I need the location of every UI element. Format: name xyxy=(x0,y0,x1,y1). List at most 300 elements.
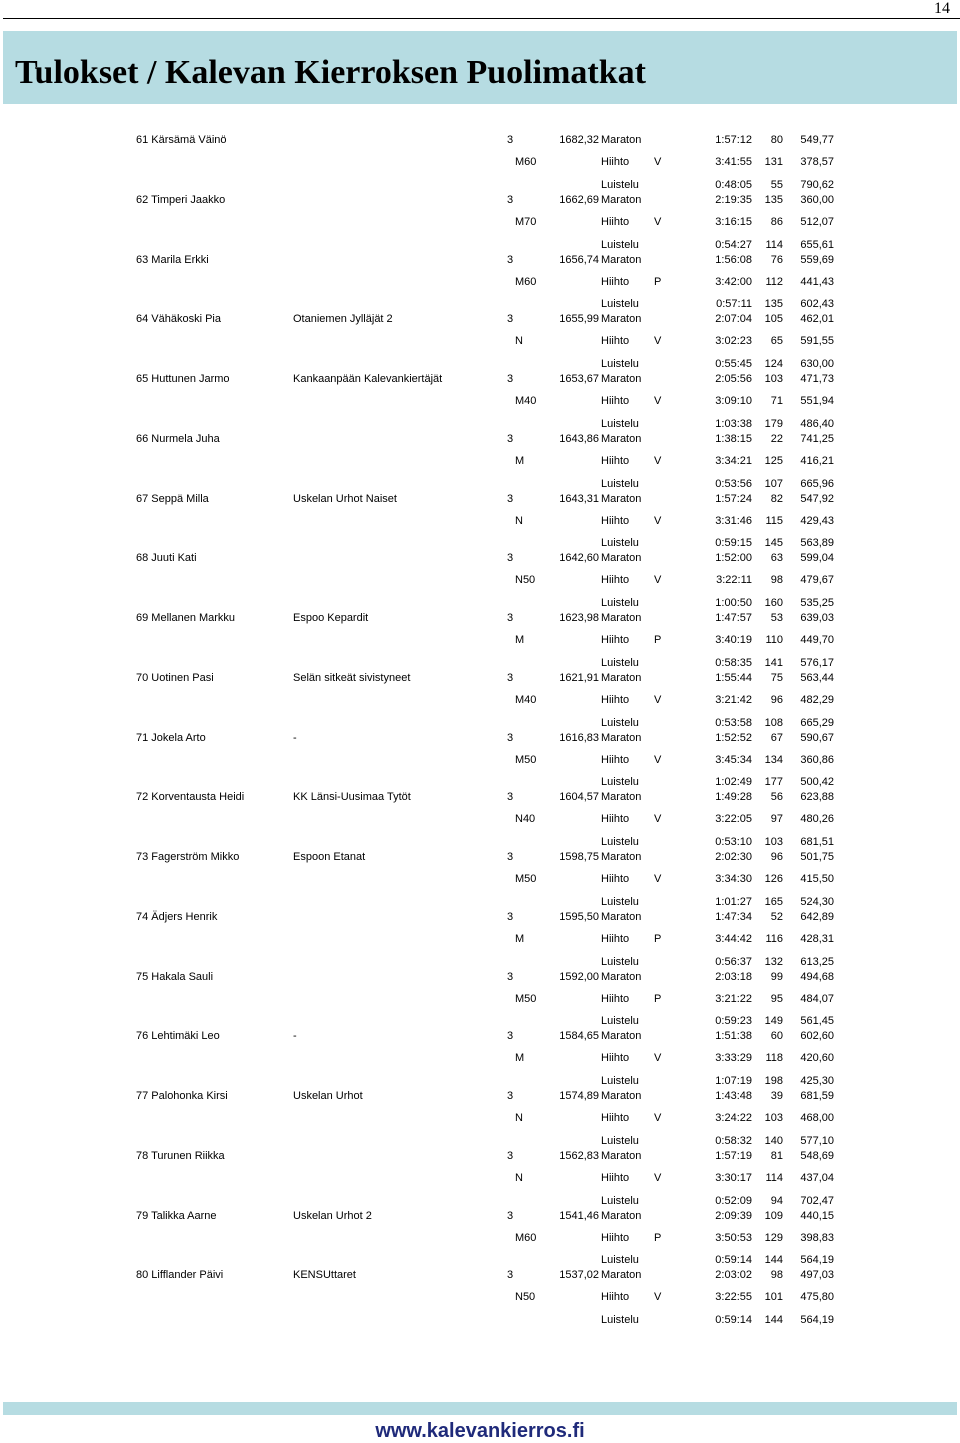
result-ski-line xyxy=(0,1111,960,1125)
ski-place: 114 xyxy=(765,1171,783,1184)
ski-time: 3:21:42 xyxy=(715,693,752,706)
total-points: 1598,75 xyxy=(559,851,599,863)
laps-count: 3 xyxy=(507,492,514,505)
skate-time: 1:02:49 xyxy=(715,776,752,789)
marathon-place: 98 xyxy=(770,1269,783,1282)
laps-count: 3 xyxy=(507,313,514,326)
age-class: M xyxy=(515,634,525,646)
result-skate-line xyxy=(0,596,960,610)
discipline-label: Luistelu xyxy=(601,656,639,669)
skate-time: 1:00:50 xyxy=(715,597,752,609)
age-class: M40 xyxy=(515,693,537,706)
skate-time: 1:03:38 xyxy=(715,417,752,430)
laps-count: 3 xyxy=(507,1030,514,1043)
footer-url: www.kalevankierros.fi xyxy=(375,1420,585,1442)
total-points: 1584,65 xyxy=(559,1030,599,1043)
age-class: N xyxy=(515,335,523,348)
ski-place: 115 xyxy=(765,514,783,527)
marathon-time: 2:07:04 xyxy=(715,313,752,326)
marathon-score: 494,68 xyxy=(800,970,834,983)
total-points: 1643,31 xyxy=(559,492,599,505)
result-ski-line xyxy=(0,215,960,229)
marathon-score: 462,01 xyxy=(800,313,834,326)
discipline-label: Luistelu xyxy=(601,178,639,191)
result-row xyxy=(0,372,960,386)
result-row xyxy=(0,1029,960,1043)
laps-count: 3 xyxy=(507,910,514,923)
skate-score: 425,30 xyxy=(800,1075,834,1087)
skate-score: 613,25 xyxy=(800,955,834,968)
marathon-place: 60 xyxy=(770,1030,783,1043)
marathon-place: 75 xyxy=(770,671,783,684)
competitor-name: 67 Seppä Milla xyxy=(136,492,209,505)
skate-place: 149 xyxy=(764,1015,783,1028)
club-name: Uskelan Urhot Naiset xyxy=(293,492,397,505)
age-class: N xyxy=(515,514,523,527)
skate-score: 563,89 xyxy=(800,537,834,550)
skate-score: 602,43 xyxy=(800,298,834,311)
total-points: 1592,00 xyxy=(559,970,599,983)
ski-style: V xyxy=(654,574,662,587)
ski-place: 125 xyxy=(764,454,783,467)
skate-place: 103 xyxy=(764,836,783,848)
skate-score: 630,00 xyxy=(800,358,834,370)
total-points: 1653,67 xyxy=(559,373,599,385)
skate-time: 0:58:35 xyxy=(715,656,752,669)
discipline-label: Hiihto xyxy=(601,753,630,766)
age-class: M60 xyxy=(515,156,537,168)
result-skate-line xyxy=(0,417,960,431)
total-points: 1604,57 xyxy=(559,791,599,804)
ski-score: 468,00 xyxy=(800,1112,834,1124)
result-row xyxy=(0,910,960,924)
skate-time: 0:55:45 xyxy=(715,358,752,370)
marathon-time: 1:57:24 xyxy=(715,492,752,505)
result-row xyxy=(0,790,960,804)
skate-score: 564,19 xyxy=(800,1314,834,1326)
skate-time: 1:07:19 xyxy=(715,1075,752,1087)
result-skate-line xyxy=(0,1313,960,1327)
ski-style: V xyxy=(654,1112,662,1124)
marathon-place: 76 xyxy=(770,253,783,266)
club-name: - xyxy=(293,1030,297,1043)
result-skate-line xyxy=(0,1074,960,1088)
age-class: N xyxy=(515,1112,523,1124)
marathon-time: 2:05:56 xyxy=(715,373,752,385)
discipline-label: Luistelu xyxy=(601,417,639,430)
discipline-label: Maraton xyxy=(601,970,642,983)
laps-count: 3 xyxy=(507,791,514,804)
competitor-name: 76 Lehtimäki Leo xyxy=(136,1030,220,1043)
marathon-place: 109 xyxy=(764,1209,783,1222)
marathon-place: 22 xyxy=(770,432,783,445)
marathon-score: 548,69 xyxy=(800,1149,834,1162)
ski-score: 415,50 xyxy=(800,873,834,885)
total-points: 1541,46 xyxy=(559,1209,599,1222)
marathon-time: 1:57:19 xyxy=(715,1149,752,1162)
marathon-score: 642,89 xyxy=(800,910,834,923)
discipline-label: Maraton xyxy=(601,731,642,744)
ski-place: 96 xyxy=(770,693,783,706)
marathon-place: 135 xyxy=(764,193,783,206)
ski-time: 3:50:53 xyxy=(715,1231,752,1244)
discipline-label: Hiihto xyxy=(601,395,630,407)
skate-place: 124 xyxy=(764,358,783,370)
discipline-label: Hiihto xyxy=(601,1231,630,1244)
competitor-name: 78 Turunen Riikka xyxy=(136,1149,225,1162)
marathon-time: 1:52:52 xyxy=(715,731,752,744)
ski-time: 3:34:30 xyxy=(715,873,752,885)
marathon-score: 549,77 xyxy=(800,134,834,146)
result-skate-line xyxy=(0,357,960,371)
competitor-name: 72 Korventausta Heidi xyxy=(136,791,245,804)
discipline-label: Hiihto xyxy=(601,634,630,646)
result-row xyxy=(0,671,960,685)
ski-time: 3:34:21 xyxy=(715,454,752,467)
discipline-label: Luistelu xyxy=(601,716,639,729)
club-name: Espoo Kepardit xyxy=(293,612,369,624)
marathon-score: 639,03 xyxy=(800,612,834,624)
ski-style: V xyxy=(654,693,662,706)
discipline-label: Maraton xyxy=(601,1090,642,1102)
competitor-name: 80 Lifflander Päivi xyxy=(136,1269,224,1282)
ski-style: V xyxy=(654,813,662,826)
marathon-place: 96 xyxy=(770,851,783,863)
skate-time: 0:59:23 xyxy=(715,1015,752,1028)
discipline-label: Luistelu xyxy=(601,477,639,490)
result-row xyxy=(0,1149,960,1163)
result-row xyxy=(0,432,960,446)
ski-style: V xyxy=(654,215,662,228)
marathon-time: 2:19:35 xyxy=(715,193,752,206)
ski-time: 3:16:15 xyxy=(715,215,752,228)
discipline-label: Maraton xyxy=(601,910,642,923)
club-name: Kankaanpään Kalevankiertäjät xyxy=(293,373,443,385)
skate-place: 141 xyxy=(764,656,783,669)
ski-score: 479,67 xyxy=(800,574,834,587)
total-points: 1656,74 xyxy=(559,253,599,266)
laps-count: 3 xyxy=(507,851,514,863)
club-name: Otaniemen Jylläjät 2 xyxy=(293,313,393,326)
footer-band xyxy=(3,1402,957,1415)
skate-score: 576,17 xyxy=(800,656,834,669)
ski-style: V xyxy=(654,873,662,885)
ski-place: 131 xyxy=(764,156,783,168)
age-class: M xyxy=(515,932,525,945)
result-row xyxy=(0,1209,960,1223)
result-skate-line xyxy=(0,238,960,252)
competitor-name: 68 Juuti Kati xyxy=(136,552,197,565)
skate-time: 0:59:14 xyxy=(715,1254,752,1267)
marathon-time: 2:02:30 xyxy=(715,851,752,863)
competitor-name: 75 Hakala Sauli xyxy=(136,970,214,983)
skate-time: 0:48:05 xyxy=(715,178,752,191)
skate-place: 107 xyxy=(764,477,783,490)
discipline-label: Luistelu xyxy=(601,955,639,968)
marathon-place: 39 xyxy=(770,1090,783,1102)
discipline-label: Luistelu xyxy=(601,238,639,251)
ski-place: 110 xyxy=(765,634,783,646)
discipline-label: Hiihto xyxy=(601,1171,630,1184)
skate-time: 0:53:10 xyxy=(715,836,752,848)
ski-style: V xyxy=(654,1291,662,1304)
ski-time: 3:02:23 xyxy=(715,335,752,348)
laps-count: 3 xyxy=(507,612,514,624)
laps-count: 3 xyxy=(507,1209,514,1222)
result-skate-line xyxy=(0,536,960,550)
discipline-label: Hiihto xyxy=(601,335,630,348)
ski-score: 484,07 xyxy=(800,992,834,1005)
total-points: 1642,60 xyxy=(559,552,599,565)
ski-score: 437,04 xyxy=(800,1171,834,1184)
skate-place: 145 xyxy=(764,537,783,550)
discipline-label: Maraton xyxy=(601,552,642,565)
discipline-label: Luistelu xyxy=(601,1194,639,1207)
laps-count: 3 xyxy=(507,1269,514,1282)
discipline-label: Hiihto xyxy=(601,1112,630,1124)
ski-style: P xyxy=(654,1231,662,1244)
age-class: M xyxy=(515,454,525,467)
discipline-label: Luistelu xyxy=(601,1254,639,1267)
discipline-label: Luistelu xyxy=(601,836,639,848)
total-points: 1537,02 xyxy=(559,1269,599,1282)
total-points: 1574,89 xyxy=(559,1090,599,1102)
age-class: M xyxy=(515,1052,525,1065)
ski-place: 71 xyxy=(770,395,783,407)
laps-count: 3 xyxy=(507,432,514,445)
result-row xyxy=(0,970,960,984)
ski-score: 398,83 xyxy=(800,1231,834,1244)
age-class: M70 xyxy=(515,215,537,228)
laps-count: 3 xyxy=(507,552,514,565)
ski-place: 95 xyxy=(770,992,783,1005)
discipline-label: Maraton xyxy=(601,851,642,863)
skate-time: 0:53:58 xyxy=(715,716,752,729)
result-ski-line xyxy=(0,394,960,408)
discipline-label: Hiihto xyxy=(601,813,630,826)
ski-time: 3:33:29 xyxy=(715,1052,752,1065)
total-points: 1662,69 xyxy=(559,193,599,206)
result-ski-line xyxy=(0,573,960,587)
age-class: M60 xyxy=(515,1231,537,1244)
result-ski-line xyxy=(0,812,960,826)
marathon-time: 1:38:15 xyxy=(715,432,752,445)
competitor-name: 74 Ädjers Henrik xyxy=(136,910,218,923)
discipline-label: Hiihto xyxy=(601,873,630,885)
ski-score: 428,31 xyxy=(800,932,834,945)
ski-score: 378,57 xyxy=(800,156,834,168)
ski-score: 429,43 xyxy=(800,514,834,527)
result-ski-line xyxy=(0,1171,960,1185)
result-row xyxy=(0,492,960,506)
marathon-time: 1:47:57 xyxy=(715,612,752,624)
marathon-time: 2:03:02 xyxy=(715,1269,752,1282)
ski-time: 3:09:10 xyxy=(715,395,752,407)
age-class: M50 xyxy=(515,753,537,766)
ski-score: 360,86 xyxy=(800,753,834,766)
result-row xyxy=(0,253,960,267)
club-name: KENSUttaret xyxy=(293,1269,356,1282)
skate-place: 55 xyxy=(770,178,783,191)
ski-score: 420,60 xyxy=(800,1052,834,1065)
result-skate-line xyxy=(0,895,960,909)
discipline-label: Hiihto xyxy=(601,574,630,587)
skate-time: 0:53:56 xyxy=(715,477,752,490)
result-skate-line xyxy=(0,297,960,311)
skate-place: 94 xyxy=(770,1194,783,1207)
ski-time: 3:24:22 xyxy=(715,1112,752,1124)
discipline-label: Maraton xyxy=(601,1209,642,1222)
skate-score: 665,96 xyxy=(800,477,834,490)
marathon-score: 741,25 xyxy=(800,432,834,445)
laps-count: 3 xyxy=(507,671,514,684)
skate-score: 702,47 xyxy=(800,1194,834,1207)
ski-place: 129 xyxy=(764,1231,783,1244)
ski-place: 126 xyxy=(764,873,783,885)
marathon-score: 602,60 xyxy=(800,1030,834,1043)
result-ski-line xyxy=(0,1290,960,1304)
discipline-label: Hiihto xyxy=(601,454,630,467)
result-skate-line xyxy=(0,835,960,849)
ski-style: V xyxy=(654,753,662,766)
discipline-label: Luistelu xyxy=(601,1314,639,1326)
discipline-label: Hiihto xyxy=(601,932,630,945)
ski-place: 118 xyxy=(765,1052,783,1065)
marathon-score: 501,75 xyxy=(800,851,834,863)
laps-count: 3 xyxy=(507,373,514,385)
ski-style: V xyxy=(654,395,662,407)
competitor-name: 79 Talikka Aarne xyxy=(136,1209,217,1222)
discipline-label: Luistelu xyxy=(601,597,639,609)
result-row xyxy=(0,850,960,864)
marathon-place: 105 xyxy=(764,313,783,326)
marathon-time: 1:57:12 xyxy=(715,134,752,146)
result-skate-line xyxy=(0,1194,960,1208)
marathon-score: 681,59 xyxy=(800,1090,834,1102)
total-points: 1562,83 xyxy=(559,1149,599,1162)
result-skate-line xyxy=(0,1134,960,1148)
ski-place: 103 xyxy=(764,1112,783,1124)
marathon-place: 53 xyxy=(770,612,783,624)
competitor-name: 70 Uotinen Pasi xyxy=(136,671,214,684)
marathon-time: 1:49:28 xyxy=(715,791,752,804)
skate-time: 0:54:27 xyxy=(715,238,752,251)
ski-time: 3:45:34 xyxy=(715,753,752,766)
discipline-label: Maraton xyxy=(601,373,642,385)
marathon-score: 360,00 xyxy=(800,193,834,206)
ski-score: 482,29 xyxy=(800,693,834,706)
ski-score: 591,55 xyxy=(800,335,834,348)
ski-style: V xyxy=(654,335,662,348)
skate-place: 108 xyxy=(764,716,783,729)
discipline-label: Maraton xyxy=(601,671,642,684)
result-ski-line xyxy=(0,872,960,886)
skate-time: 0:58:32 xyxy=(715,1134,752,1147)
skate-time: 0:59:14 xyxy=(715,1314,752,1326)
marathon-place: 63 xyxy=(770,552,783,565)
club-name: Uskelan Urhot 2 xyxy=(293,1209,372,1222)
skate-time: 0:56:37 xyxy=(715,955,752,968)
ski-time: 3:21:22 xyxy=(715,992,752,1005)
marathon-time: 1:43:48 xyxy=(715,1090,752,1102)
result-row xyxy=(0,133,960,147)
club-name: Selän sitkeät sivistyneet xyxy=(293,671,411,684)
age-class: M60 xyxy=(515,275,537,288)
discipline-label: Hiihto xyxy=(601,1052,630,1065)
marathon-score: 497,03 xyxy=(800,1269,834,1282)
skate-time: 1:01:27 xyxy=(715,895,752,908)
ski-score: 449,70 xyxy=(800,634,834,646)
ski-time: 3:22:11 xyxy=(716,574,752,587)
result-row xyxy=(0,193,960,207)
marathon-time: 1:51:38 xyxy=(715,1030,752,1043)
competitor-name: 65 Huttunen Jarmo xyxy=(136,373,230,385)
discipline-label: Hiihto xyxy=(601,275,630,288)
discipline-label: Maraton xyxy=(601,253,642,266)
ski-time: 3:44:42 xyxy=(715,932,752,945)
marathon-score: 590,67 xyxy=(800,731,834,744)
discipline-label: Luistelu xyxy=(601,298,639,311)
ski-time: 3:41:55 xyxy=(715,156,752,168)
skate-score: 681,51 xyxy=(800,836,834,848)
marathon-time: 2:09:39 xyxy=(715,1209,752,1222)
skate-time: 0:52:09 xyxy=(715,1194,752,1207)
ski-time: 3:42:00 xyxy=(715,275,752,288)
result-skate-line xyxy=(0,1014,960,1028)
discipline-label: Hiihto xyxy=(601,215,630,228)
result-ski-line xyxy=(0,633,960,647)
total-points: 1643,86 xyxy=(559,432,599,445)
result-row xyxy=(0,611,960,625)
ski-place: 112 xyxy=(765,275,783,288)
club-name: Uskelan Urhot xyxy=(293,1090,363,1102)
skate-place: 132 xyxy=(764,955,783,968)
ski-style: V xyxy=(654,454,662,467)
marathon-time: 2:03:18 xyxy=(715,970,752,983)
result-row xyxy=(0,1268,960,1282)
marathon-score: 563,44 xyxy=(800,671,834,684)
skate-place: 177 xyxy=(764,776,783,789)
skate-score: 577,10 xyxy=(800,1134,834,1147)
discipline-label: Luistelu xyxy=(601,1075,639,1087)
discipline-label: Hiihto xyxy=(601,693,630,706)
ski-time: 3:22:55 xyxy=(715,1291,752,1304)
discipline-label: Maraton xyxy=(601,492,642,505)
ski-style: P xyxy=(654,932,662,945)
result-ski-line xyxy=(0,753,960,767)
result-ski-line xyxy=(0,1231,960,1245)
age-class: N50 xyxy=(515,574,536,587)
competitor-name: 63 Marila Erkki xyxy=(136,253,209,266)
competitor-name: 61 Kärsämä Väinö xyxy=(136,134,227,146)
laps-count: 3 xyxy=(507,1149,514,1162)
skate-score: 535,25 xyxy=(800,597,834,609)
result-ski-line xyxy=(0,693,960,707)
ski-place: 134 xyxy=(764,753,783,766)
competitor-name: 62 Timperi Jaakko xyxy=(136,193,226,206)
competitor-name: 66 Nurmela Juha xyxy=(136,432,220,445)
ski-place: 97 xyxy=(770,813,783,826)
result-ski-line xyxy=(0,992,960,1006)
ski-score: 441,43 xyxy=(800,275,834,288)
ski-time: 3:30:17 xyxy=(715,1171,752,1184)
result-ski-line xyxy=(0,454,960,468)
total-points: 1655,99 xyxy=(559,313,599,326)
result-skate-line xyxy=(0,178,960,192)
discipline-label: Luistelu xyxy=(601,1134,639,1147)
result-ski-line xyxy=(0,155,960,169)
club-name: - xyxy=(293,731,297,744)
